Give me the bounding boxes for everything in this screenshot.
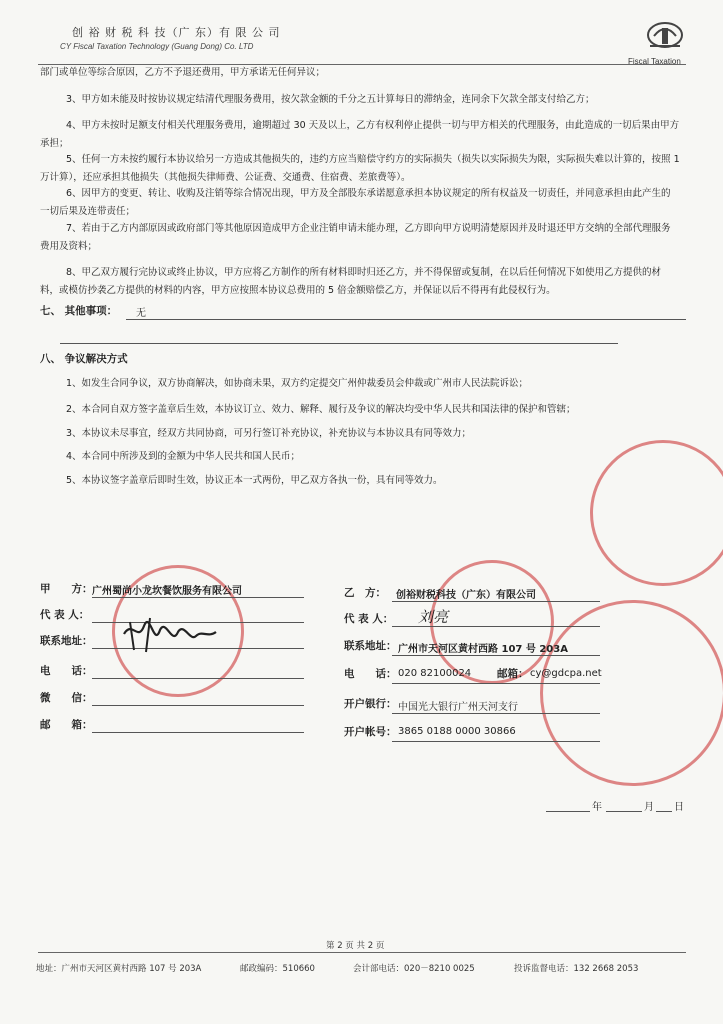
dispute-item-1: 1、如发生合同争议，双方协商解决，如协商未果，双方约定提交广州仲裁委员会仲裁或广州市人民法院诉讼； [66,378,529,389]
party-a-rep-label: 代 表 人： [40,609,90,621]
company-name-cn: 创 裕 财 税 科 技（广 东）有 限 公 司 [72,26,281,39]
dispute-item-2: 2、本合同自双方签字盖章后生效，本协议订立、效力、解释、履行及争议的解决均受中华人民共和国法律的保护和管辖； [66,404,576,415]
clause-7: 7、若由于乙方内部原因或政府部门等其他原因造成甲方企业注销申请未能办理，乙方即向甲方说明清楚原因并及时退还甲方交纳的全部代理服务费用及资料； [40,223,671,252]
party-b-email-label: 邮箱： [497,668,529,680]
party-b-tel-line [392,683,600,684]
party-a-label: 甲 方： [40,583,93,595]
footer-address: 地址：广州市天河区黄村西路 107 号 203A [36,964,202,974]
footer-postcode: 邮政编码：510660 [240,964,315,974]
party-b-acct: 3865 0188 0000 30866 [398,726,516,737]
section-7-title: 七、 其他事项： [40,305,118,317]
clause-8: 8、甲乙双方履行完协议或终止协议，甲方应将乙方制作的所有材料即时归还乙方，并不得保留或复制，在以后任何情况下如使用乙方提供的材料，或模仿抄袭乙方提供的材料的内容，甲方应按照本协议总费用的 5 倍金额赔偿乙方，并保证以后不得再有此侵权行为。 [40,267,662,296]
party-a-email-line [92,732,304,733]
party-b-bank-line [392,713,600,714]
party-b-rep-signature: 刘亮 [418,608,449,626]
party-b-tel: 020 82100024 [398,668,472,679]
party-b-acct-line [392,741,600,742]
party-a-addr-label: 联系地址： [40,635,93,647]
dispute-item-3: 3、本协议未尽事宜，经双方共同协商，可另行签订补充协议，补充协议与本协议具有同等效力； [66,428,472,439]
party-b-label: 乙 方： [344,587,386,599]
dispute-item-5: 5、本协议签字盖章后即时生效，协议正本一式两份，甲乙双方各执一份，具有同等效力。 [66,475,443,486]
party-b-bank: 中国光大银行广州天河支行 [398,702,518,713]
party-b-rep-line [392,626,600,627]
footer-accounting-tel: 会计部电话：020－8210 0025 [353,964,475,974]
partial-seal-right-top [590,440,723,586]
party-b-email: cy@gdcpa.net [530,668,602,679]
party-b-rep-label: 代 表 人： [344,613,394,625]
date-day-label: 日 [674,802,684,813]
party-b-bank-label: 开户银行： [344,698,397,710]
clause-4: 4、甲方未按时足额支付相关代理服务费用，逾期超过 30 天及以上，乙方有权利停止提供一切与甲方相关的代理服务，由此造成的一切后果由甲方承担； [40,120,680,149]
clause-2-tail: 部门或单位等综合原因，乙方不予退还费用，甲方承诺无任何异议； [40,67,326,78]
logo-caption: Fiscal Taxation [628,57,681,66]
clause-5: 5、任何一方未按约履行本协议给另一方造成其他损失的，违约方应当赔偿守约方的实际损失（损失以实际损失为限，实际损失难以计算的，按照 1 万计算），还应承担其他损失（其他损失律师费、公证费、交通费、住宿费、差旅费等）。 [40,154,680,183]
footer-divider [38,952,686,953]
party-b-acct-label: 开户帐号： [344,726,397,738]
party-b-tel-label: 电 话： [344,668,397,680]
party-b-addr-label: 联系地址： [344,640,397,652]
company-logo-icon [640,20,690,54]
section-8-title: 八、 争议解决方式 [40,353,128,365]
party-b-addr-line [392,655,600,656]
party-b-name: 创裕财税科技（广东）有限公司 [396,590,536,601]
date-year-label: 年 [592,802,602,813]
party-b-addr: 广州市天河区黄村西路 107 号 203A [398,644,568,655]
date-month-line [606,811,642,812]
clause-3: 3、甲方如未能及时按协议规定结清代理服务费用，按欠款金额的千分之五计算每日的滞纳金，连同余下欠款全部支付给乙方； [66,94,595,105]
party-a-signature [120,612,220,656]
party-a-tel-line [92,678,304,679]
party-b-name-line [392,601,600,602]
date-day-line [656,811,672,812]
date-year-line [546,811,590,812]
party-a-email-label: 邮 箱： [40,719,93,731]
party-a-wechat-label: 微 信： [40,692,93,704]
footer-complaint-tel: 投诉监督电话：132 2668 2053 [514,964,639,974]
date-month-label: 月 [644,802,654,813]
partial-seal-right-bottom [540,600,723,786]
party-b-seal [430,560,554,684]
company-name-en: CY Fiscal Taxation Technology (Guang Dong) Co. LTD [60,42,254,51]
section-7-line-2 [60,343,618,344]
section-7-line-1 [126,319,686,320]
dispute-item-4: 4、本合同中所涉及到的金额为中华人民共和国人民币； [66,451,301,462]
party-a-name-line [92,597,304,598]
page-number: 第 2 页 共 2 页 [326,941,385,951]
party-a-wechat-line [92,705,304,706]
party-a-tel-label: 电 话： [40,665,93,677]
clause-6: 6、因甲方的变更、转让、收购及注销等综合情况出现，甲方及全部股东承诺愿意承担本协议规定的所有权益及一切责任，并同意承担由此产生的一切后果及连带责任； [40,188,671,217]
party-a-name: 广州蜀尚小龙坎餐饮服务有限公司 [92,586,242,597]
section-7-value: 无 [136,308,146,319]
